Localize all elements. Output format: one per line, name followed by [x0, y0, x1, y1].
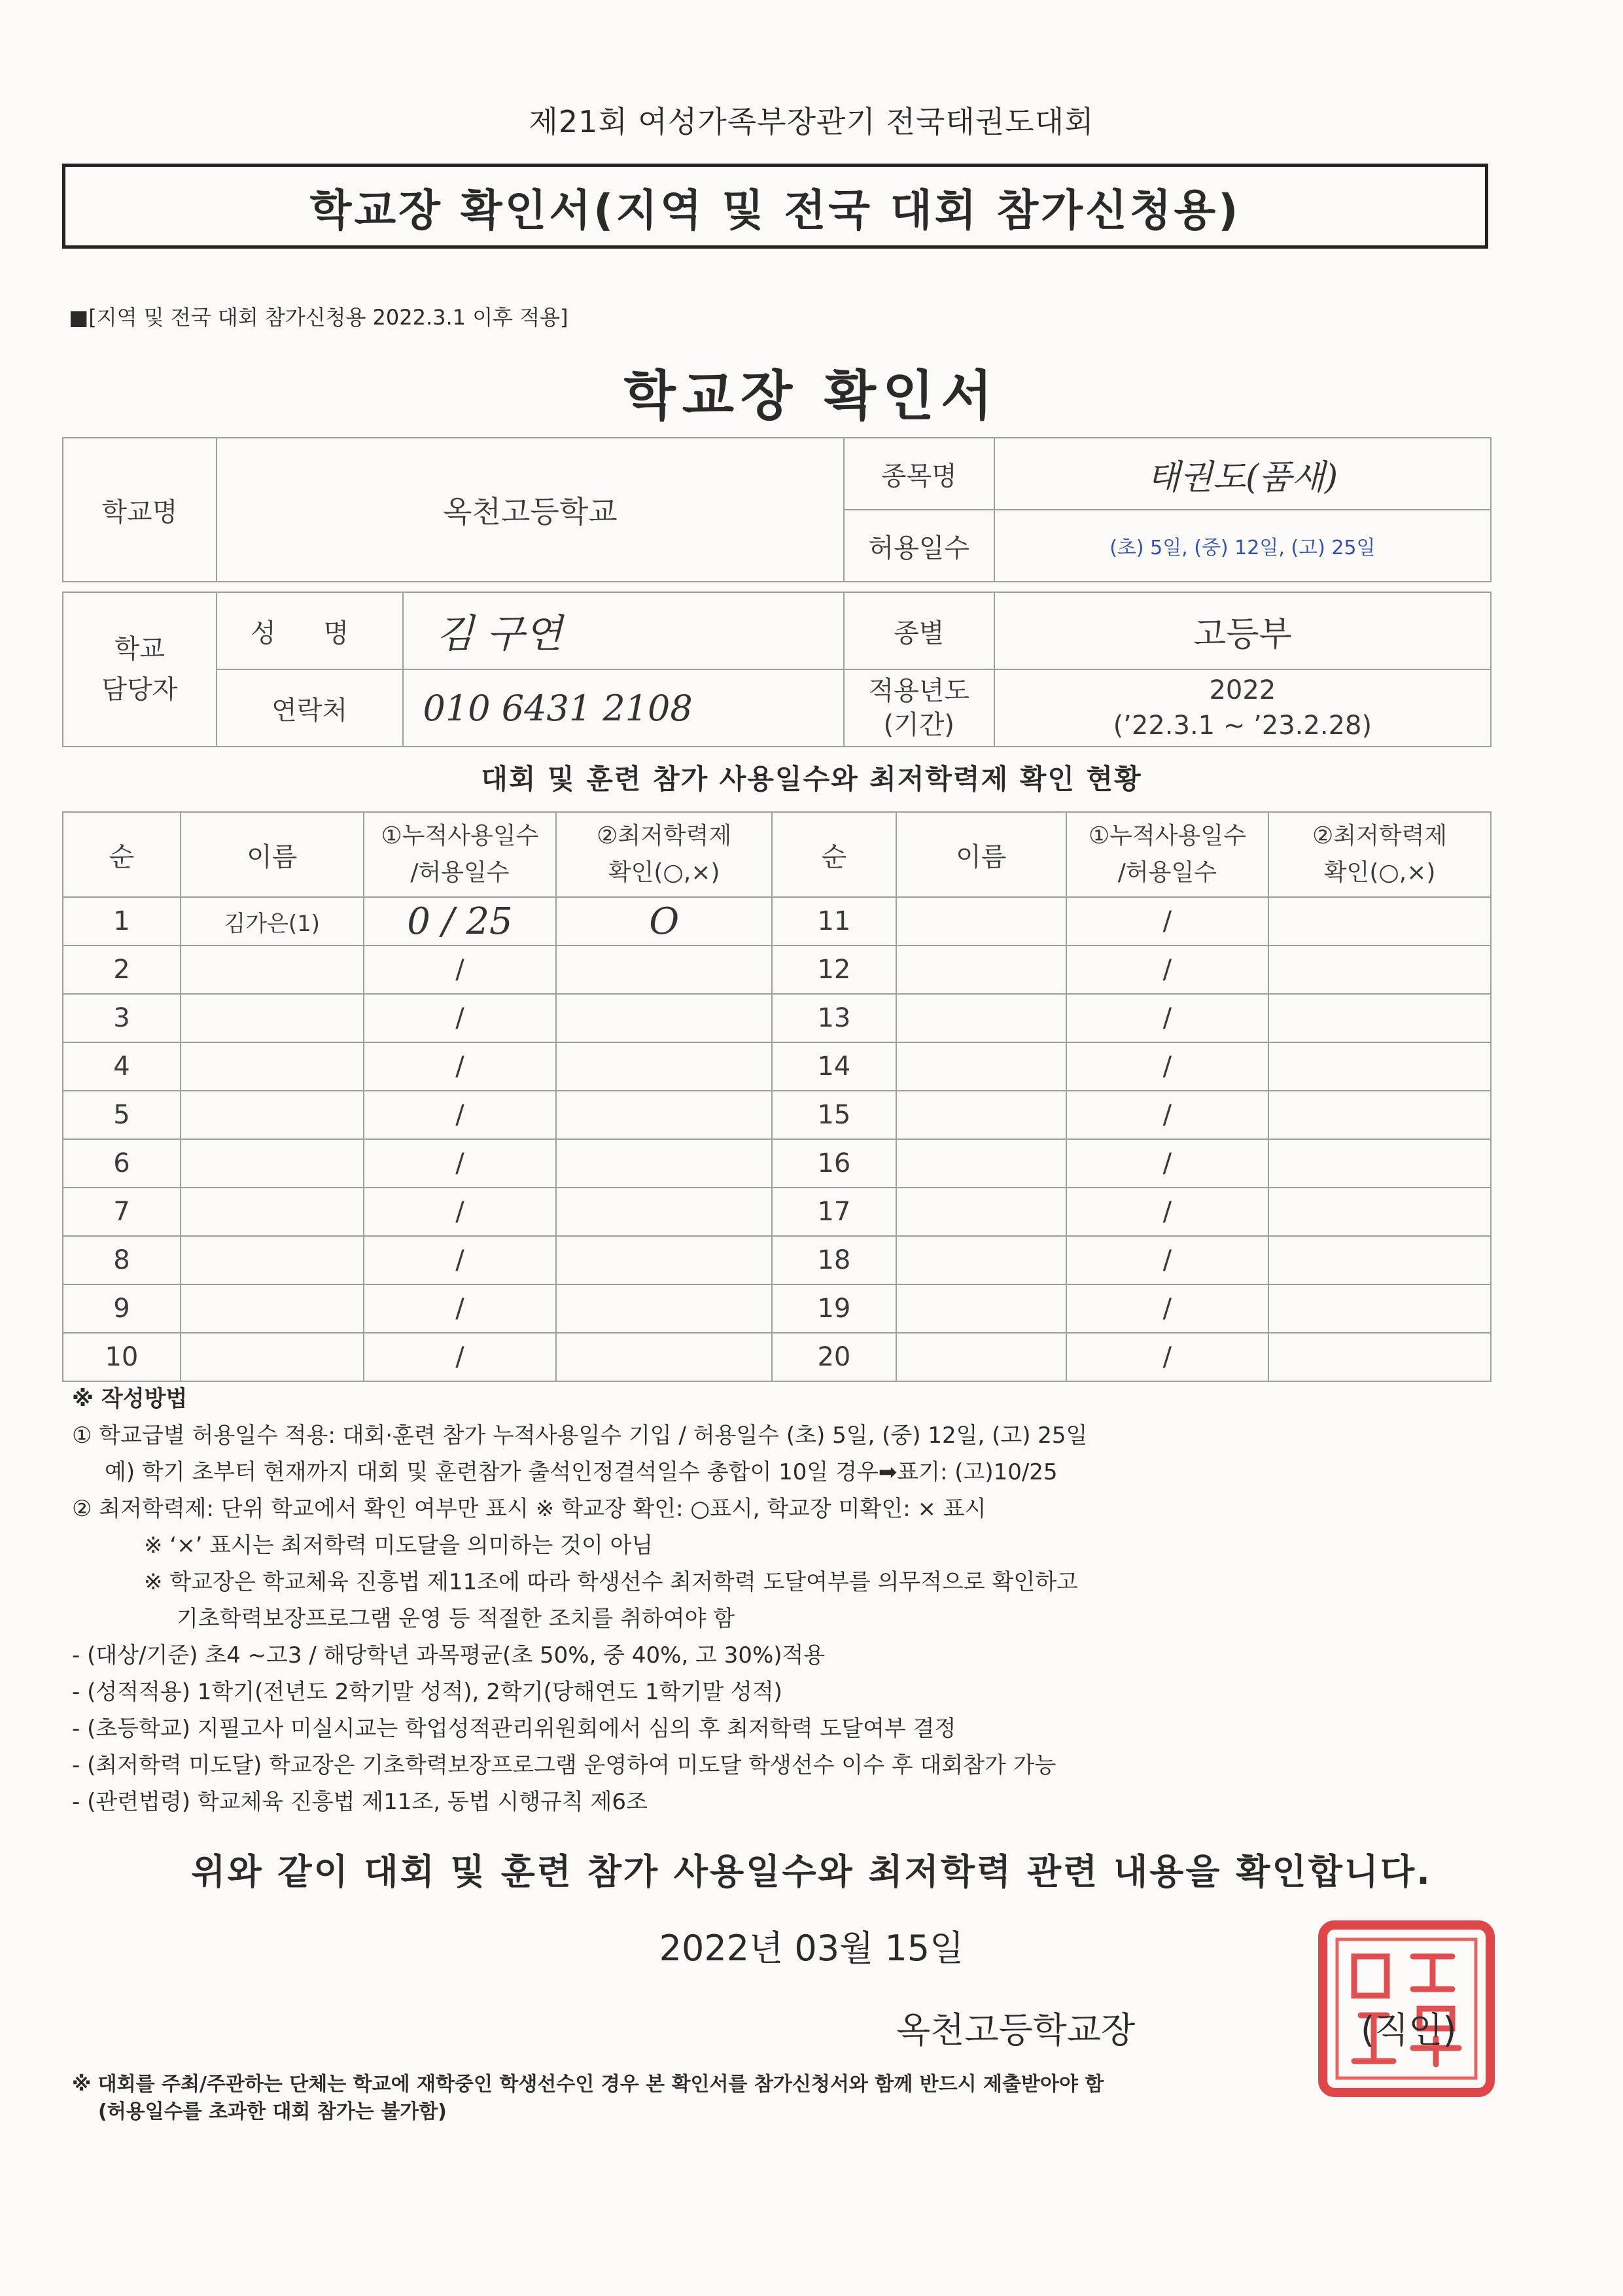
- row-days: /: [1066, 897, 1269, 945]
- school-label: 학교명: [63, 438, 217, 582]
- row-name: [896, 994, 1066, 1042]
- table-row: [63, 1042, 1491, 1091]
- method-notes: [72, 1381, 1544, 1820]
- header-name-2: 이름: [896, 812, 1066, 897]
- row-name: [896, 1091, 1066, 1139]
- row-no: 13: [772, 994, 896, 1042]
- table-row: [63, 994, 1491, 1042]
- row-name: [896, 1284, 1066, 1333]
- year-label: 적용년도 (기간): [844, 669, 994, 747]
- issue-date: 2022년 03월 15일: [659, 1928, 964, 1969]
- header-name: 이름: [181, 812, 364, 897]
- school-value: 옥천고등학교: [217, 438, 844, 582]
- method-line-4: ※ ‘×’ 표시는 최저학력 미도달을 의미하는 것이 아님: [144, 1532, 654, 1559]
- row-name: [896, 945, 1066, 994]
- row-check: [1268, 1236, 1491, 1284]
- confirmation-statement: 위와 같이 대회 및 훈련 참가 사용일수와 최저학력 관련 내용을 확인합니다.: [191, 1851, 1432, 1892]
- row-name: [181, 1042, 364, 1091]
- method-heading: ※ 작성방법: [72, 1386, 188, 1412]
- row-name: [896, 1139, 1066, 1188]
- allowed-days-value: (초) 5일, (중) 12일, (고) 25일: [994, 510, 1491, 582]
- status-table: [62, 811, 1492, 1382]
- row-no: 5: [63, 1091, 181, 1139]
- row-check: [556, 1139, 772, 1188]
- table-row: [63, 1188, 1491, 1236]
- event-title: 제21회 여성가족부장관기 전국태권도대회: [529, 104, 1094, 139]
- method-line-7: - (대상/기준) 초4 ~고3 / 해당학년 과목평균(초 50%, 중 40%, 고 30%)적용: [72, 1642, 826, 1669]
- row-no: 12: [772, 945, 896, 994]
- table-row: [63, 1284, 1491, 1333]
- row-days: /: [364, 994, 557, 1042]
- row-name: [896, 1236, 1066, 1284]
- row-check: [1268, 1042, 1491, 1091]
- row-days: /: [364, 1091, 557, 1139]
- row-no: 16: [772, 1139, 896, 1188]
- row-name: [181, 1284, 364, 1333]
- row-days: /: [364, 1236, 557, 1284]
- row-days: /: [364, 1139, 557, 1188]
- row-check: [1268, 1188, 1491, 1236]
- method-line-8: - (성적적용) 1학기(전년도 2학기말 성적), 2학기(당해연도 1학기말 성적): [72, 1679, 782, 1705]
- row-days: /: [1066, 1139, 1269, 1188]
- row-name: [896, 1042, 1066, 1091]
- row-no: 20: [772, 1333, 896, 1381]
- row-days: /: [1066, 1188, 1269, 1236]
- row-no: 2: [63, 945, 181, 994]
- row-no: 11: [772, 897, 896, 945]
- row-days: /: [364, 1188, 557, 1236]
- manager-label: 학교 담당자: [63, 592, 217, 747]
- row-days: 0 / 25: [364, 897, 557, 945]
- row-days: /: [364, 945, 557, 994]
- method-line-11: - (관련법령) 학교체육 진흥법 제11조, 동법 시행규칙 제6조: [72, 1789, 648, 1815]
- row-name: [181, 1188, 364, 1236]
- seal-label: (직인): [1361, 2009, 1457, 2051]
- row-check: [556, 1236, 772, 1284]
- row-check: [556, 1333, 772, 1381]
- row-days: /: [1066, 1236, 1269, 1284]
- row-no: 3: [63, 994, 181, 1042]
- principal-name: 옥천고등학교장: [896, 2009, 1136, 2051]
- row-name: 김가은(1): [181, 897, 364, 945]
- form-title: 학교장 확인서(지역 및 전국 대회 참가신청용): [62, 164, 1488, 249]
- row-name: [896, 1333, 1066, 1381]
- row-check: [1268, 897, 1491, 945]
- row-check: O: [556, 897, 772, 945]
- row-days: /: [1066, 1042, 1269, 1091]
- header-days-2: ①누적사용일수 /허용일수: [1066, 812, 1269, 897]
- document-title: 학교장 확인서: [623, 365, 1000, 427]
- division-value: 고등부: [994, 592, 1491, 669]
- row-no: 4: [63, 1042, 181, 1091]
- row-name: [181, 994, 364, 1042]
- row-no: 6: [63, 1139, 181, 1188]
- header-days: ①누적사용일수 /허용일수: [364, 812, 557, 897]
- table-row: [63, 1139, 1491, 1188]
- table-row: [63, 897, 1491, 945]
- row-no: 14: [772, 1042, 896, 1091]
- header-academic-2: ②최저학력제 확인(○,×): [1268, 812, 1491, 897]
- row-days: /: [1066, 1091, 1269, 1139]
- year-cell: [994, 669, 1491, 747]
- header-academic: ②최저학력제 확인(○,×): [556, 812, 772, 897]
- allowed-days-label: 허용일수: [844, 510, 994, 582]
- row-no: 19: [772, 1284, 896, 1333]
- row-check: [1268, 1333, 1491, 1381]
- row-name: [181, 1333, 364, 1381]
- contact-value: 010 6431 2108: [403, 669, 844, 747]
- division-label: 종별: [844, 592, 994, 669]
- period-value: (’22.3.1 ~ ’23.2.28): [1113, 711, 1372, 741]
- row-days: /: [364, 1042, 557, 1091]
- row-days: /: [1066, 1284, 1269, 1333]
- method-line-1: ① 학교급별 허용일수 적용: 대회·훈련 참가 누적사용일수 기입 / 허용일수 (초) 5일, (중) 12일, (고) 25일: [72, 1422, 1088, 1449]
- header-no-2: 순: [772, 812, 896, 897]
- row-name: [181, 1236, 364, 1284]
- row-name: [896, 1188, 1066, 1236]
- row-no: 9: [63, 1284, 181, 1333]
- table-row: [63, 1333, 1491, 1381]
- table-row: [63, 945, 1491, 994]
- row-check: [556, 994, 772, 1042]
- contact-label: 연락처: [217, 669, 403, 747]
- row-check: [1268, 994, 1491, 1042]
- row-no: 8: [63, 1236, 181, 1284]
- name-label: 성 명: [217, 592, 403, 669]
- row-check: [1268, 1091, 1491, 1139]
- applicability-note: ■[지역 및 전국 대회 참가신청용 2022.3.1 이후 적용]: [69, 305, 568, 330]
- method-line-3: ② 최저학력제: 단위 학교에서 확인 여부만 표시 ※ 학교장 확인: ○표시, 학교장 미확인: × 표시: [72, 1496, 986, 1522]
- table-row: [63, 1091, 1491, 1139]
- method-line-5: ※ 학교장은 학교체육 진흥법 제11조에 따라 학생선수 최저학력 도달여부를 의무적으로 확인하고: [144, 1569, 1078, 1595]
- row-no: 17: [772, 1188, 896, 1236]
- row-check: [556, 1188, 772, 1236]
- method-line-9: - (초등학교) 지필고사 미실시교는 학업성적관리위원회에서 심의 후 최저학력 도달여부 결정: [72, 1716, 956, 1742]
- row-check: [1268, 1284, 1491, 1333]
- method-line-6: 기초학력보장프로그램 운영 등 적절한 조치를 취하여야 함: [177, 1606, 735, 1632]
- row-days: /: [1066, 1333, 1269, 1381]
- row-check: [1268, 945, 1491, 994]
- row-check: [1268, 1139, 1491, 1188]
- sport-value: 태권도(품새): [994, 438, 1491, 510]
- row-days: /: [364, 1284, 557, 1333]
- row-check: [556, 1091, 772, 1139]
- row-name: [181, 945, 364, 994]
- row-no: 15: [772, 1091, 896, 1139]
- method-line-10: - (최저학력 미도달) 학교장은 기초학력보장프로그램 운영하여 미도달 학생선수 이수 후 대회참가 가능: [72, 1752, 1056, 1778]
- row-name: [181, 1091, 364, 1139]
- info-table: [62, 437, 1492, 747]
- footnote-line-1: ※ 대회를 주최/주관하는 단체는 학교에 재학중인 학생선수인 경우 본 확인서를 참가신청서와 함께 반드시 제출받아야 함: [72, 2073, 1104, 2096]
- row-name: [181, 1139, 364, 1188]
- row-no: 18: [772, 1236, 896, 1284]
- sport-label: 종목명: [844, 438, 994, 510]
- row-no: 1: [63, 897, 181, 945]
- status-title: 대회 및 훈련 참가 사용일수와 최저학력제 확인 현황: [481, 763, 1142, 795]
- row-check: [556, 1042, 772, 1091]
- name-value: 김 구연: [403, 592, 844, 669]
- footnote-line-2: (허용일수를 초과한 대회 참가는 불가함): [98, 2100, 447, 2123]
- row-no: 7: [63, 1188, 181, 1236]
- row-check: [556, 945, 772, 994]
- method-line-2: 예) 학기 초부터 현재까지 대회 및 훈련참가 출석인정결석일수 총합이 10일 경우➡표기: (고)10/25: [105, 1459, 1058, 1485]
- row-no: 10: [63, 1333, 181, 1381]
- row-check: [556, 1284, 772, 1333]
- row-days: /: [1066, 994, 1269, 1042]
- table-row: [63, 1236, 1491, 1284]
- row-days: /: [364, 1333, 557, 1381]
- footnote: [72, 2071, 1104, 2126]
- year-value: 2022: [1209, 675, 1276, 705]
- header-no: 순: [63, 812, 181, 897]
- row-days: /: [1066, 945, 1269, 994]
- row-name: [896, 897, 1066, 945]
